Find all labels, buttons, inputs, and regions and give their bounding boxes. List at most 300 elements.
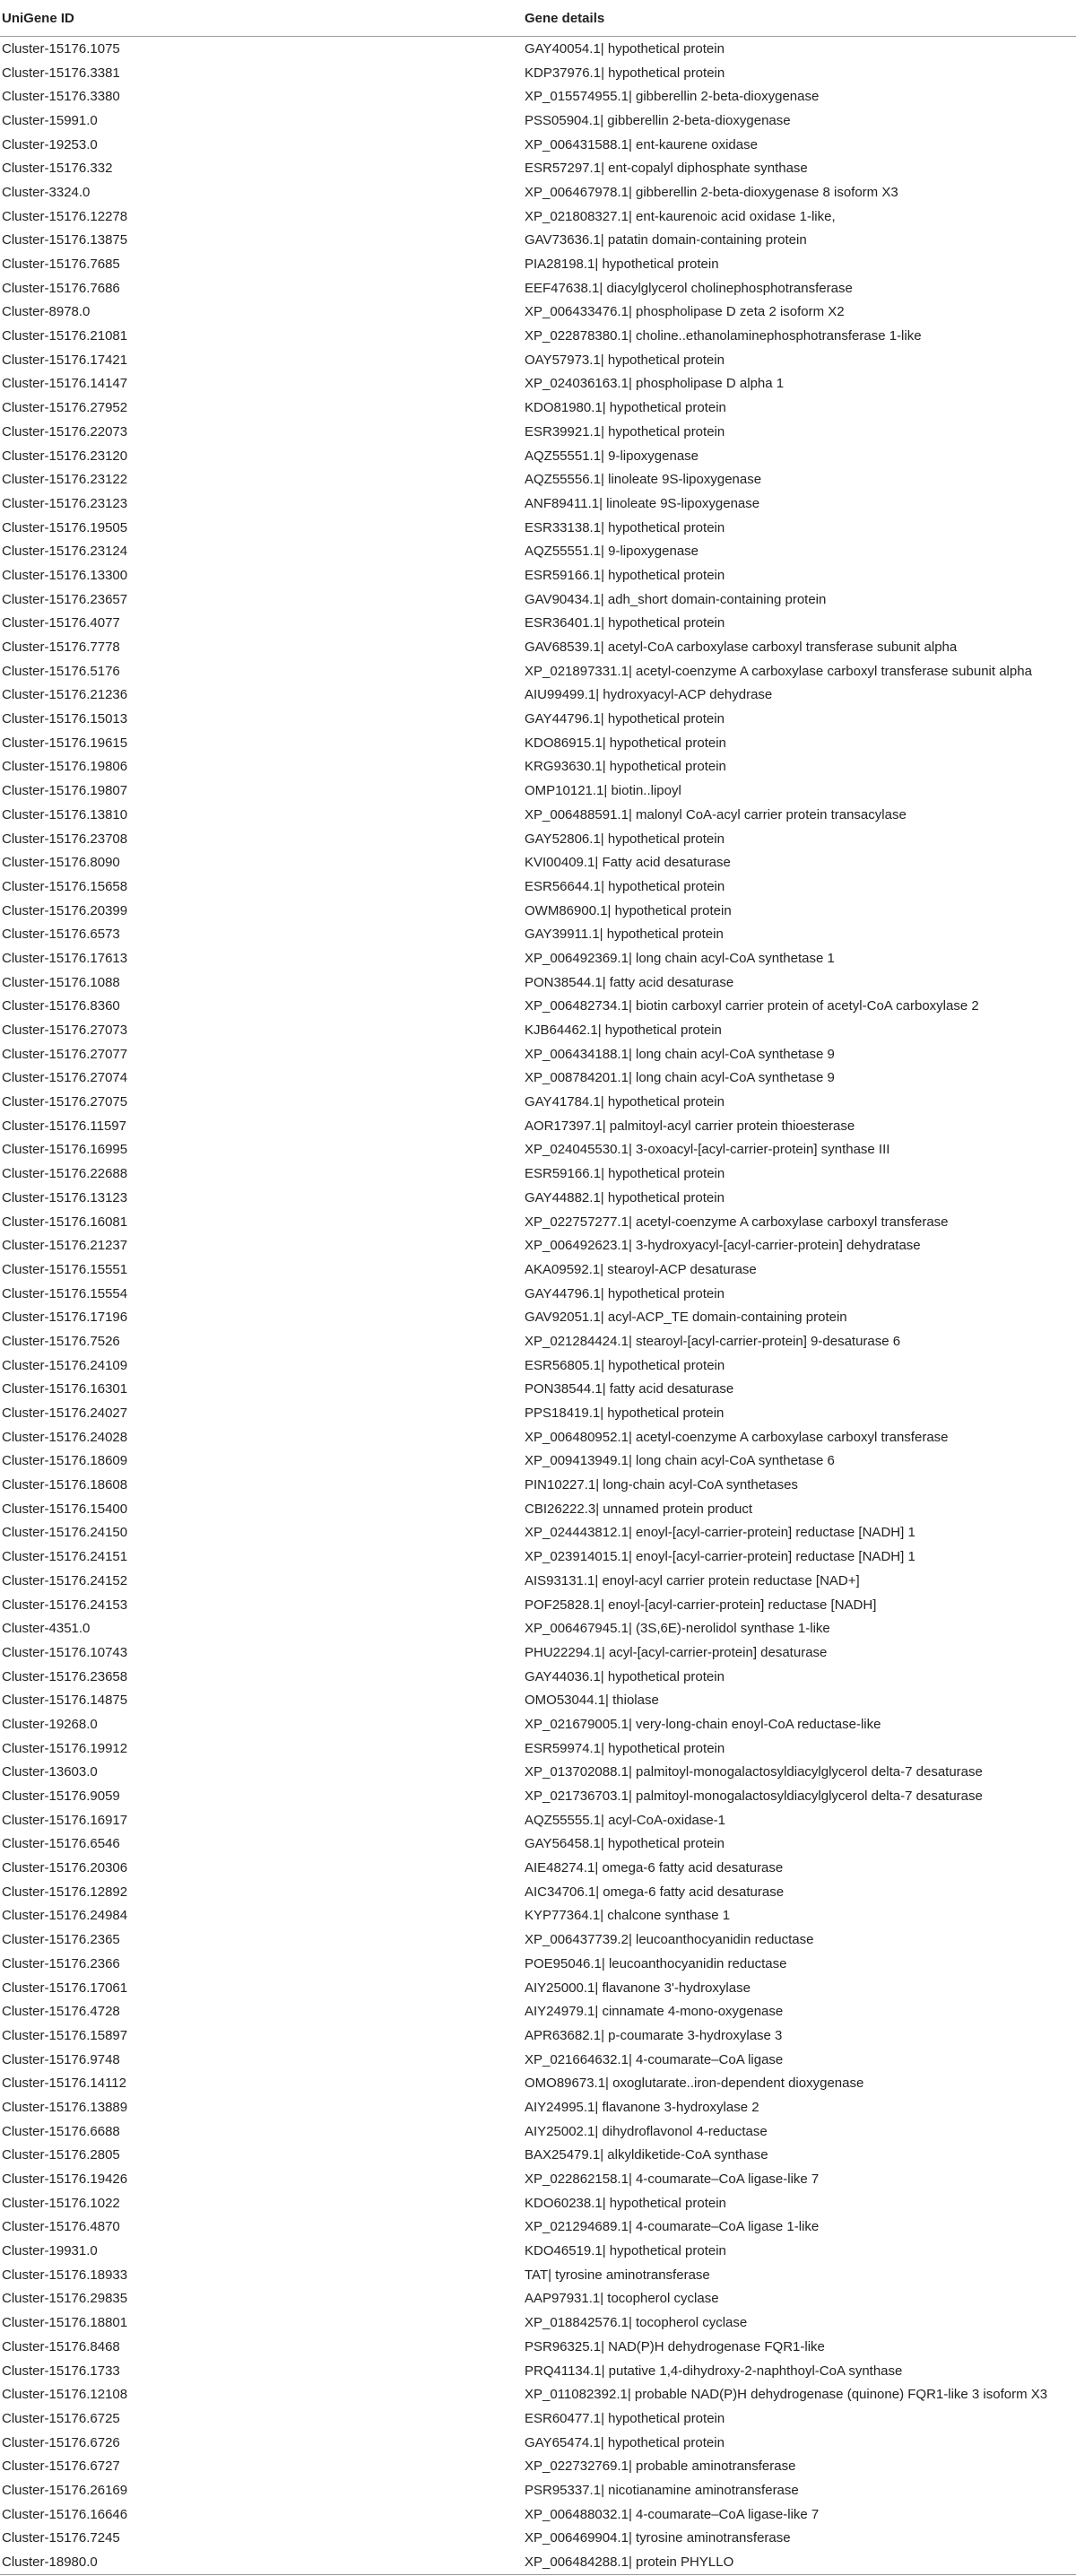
unigene-id-cell: Cluster-15176.23122 [2,472,128,488]
table-row [0,635,1076,659]
gene-details-cell: XP_024045530.1| 3-oxoacyl-[acyl-carrier-protein] synthase III [525,1142,890,1158]
unigene-id-cell: Cluster-15176.19807 [2,783,128,799]
gene-details-cell: XP_021664632.1| 4-coumarate–CoA ligase [525,2051,784,2067]
unigene-id-cell: Cluster-15176.7778 [2,640,120,656]
table-row [0,2527,1076,2551]
unigene-id-cell: Cluster-15176.7685 [2,257,120,273]
gene-details-cell: XP_021897331.1| acetyl-coenzyme A carboxylase carboxyl transferase subunit alpha [525,663,1032,679]
gene-details-cell: KDO86915.1| hypothetical protein [525,735,726,751]
gene-details-cell: XP_013702088.1| palmitoyl-monogalactosyldiacylglycerol delta-7 desaturase [525,1764,983,1780]
gene-details-cell: XP_022862158.1| 4-coumarate–CoA ligase-like 7 [525,2171,820,2188]
unigene-id-cell: Cluster-15176.22688 [2,1166,128,1182]
table-row [0,1090,1076,1114]
gene-details-cell: PON38544.1| fatty acid desaturase [525,1381,734,1397]
unigene-id-cell: Cluster-15176.13123 [2,1189,128,1205]
gene-details-cell: APR63682.1| p-coumarate 3-hydroxylase 3 [525,2027,783,2043]
table-row [0,2144,1076,2168]
table-row [0,1736,1076,1761]
unigene-id-cell: Cluster-15176.17196 [2,1310,128,1326]
table-row [0,37,1076,61]
unigene-id-cell: Cluster-15176.19912 [2,1740,128,1756]
table-row [0,1114,1076,1138]
unigene-id-cell: Cluster-15176.24028 [2,1429,128,1445]
unigene-id-cell: Cluster-15176.23657 [2,591,128,607]
unigene-id-cell: Cluster-19253.0 [2,136,98,152]
gene-details-cell: KJB64462.1| hypothetical protein [525,1023,722,1039]
unigene-id-cell: Cluster-15176.21236 [2,687,128,703]
table-row [0,1066,1076,1091]
gene-details-cell: ESR59166.1| hypothetical protein [525,567,725,583]
unigene-id-cell: Cluster-15176.2365 [2,1932,120,1948]
gene-details-cell: AIY25002.1| dihydroflavonol 4-reductase [525,2123,768,2139]
gene-details-cell: KDP37976.1| hypothetical protein [525,65,725,81]
unigene-id-cell: Cluster-3324.0 [2,184,91,200]
unigene-id-cell: Cluster-15176.1733 [2,2363,120,2379]
unigene-id-cell: Cluster-15176.15897 [2,2027,128,2043]
table-row [0,467,1076,492]
unigene-id-cell: Cluster-15176.13875 [2,232,128,248]
table-row [0,1569,1076,1593]
unigene-id-cell: Cluster-15176.24152 [2,1572,128,1588]
gene-details-cell: PIN10227.1| long-chain acyl-CoA synthetases [525,1477,798,1493]
unigene-id-cell: Cluster-15176.7686 [2,280,120,296]
table-row [0,1952,1076,1976]
unigene-id-cell: Cluster-15176.6725 [2,2410,120,2426]
gene-details-cell: ANF89411.1| linoleate 9S-lipoxygenase [525,495,760,511]
unigene-id-cell: Cluster-15176.24150 [2,1525,128,1541]
gene-details-cell: KDO60238.1| hypothetical protein [525,2195,726,2211]
gene-details-cell: AIY24995.1| flavanone 3-hydroxylase 2 [525,2099,759,2115]
unigene-id-cell: Cluster-15176.18608 [2,1477,128,1493]
gene-details-cell: XP_006434188.1| long chain acyl-CoA synthetase 9 [525,1046,835,1062]
table-row [0,1497,1076,1521]
table-row [0,1593,1076,1617]
table-row [0,850,1076,875]
table-row [0,1521,1076,1545]
gene-details-cell: GAY44036.1| hypothetical protein [525,1668,725,1684]
gene-details-cell: AKA09592.1| stearoyl-ACP desaturase [525,1261,757,1277]
gene-details-cell: GAY40054.1| hypothetical protein [525,40,725,57]
gene-details-cell: XP_006492369.1| long chain acyl-CoA synthetase 1 [525,950,835,966]
gene-details-cell: XP_021679005.1| very-long-chain enoyl-CoA reductase-like [525,1716,881,1732]
unigene-id-cell: Cluster-15176.12892 [2,1884,128,1900]
unigene-id-cell: Cluster-13603.0 [2,1764,98,1780]
gene-details-cell: XP_023914015.1| enoyl-[acyl-carrier-protein] reductase [NADH] 1 [525,1549,915,1565]
unigene-id-cell: Cluster-15176.23120 [2,448,128,464]
table-row [0,2119,1076,2144]
table-row [0,2359,1076,2383]
gene-details-cell: XP_021808327.1| ent-kaurenoic acid oxidase 1-like, [525,208,836,224]
gene-details-cell: PSR96325.1| NAD(P)H dehydrogenase FQR1-like [525,2338,825,2354]
gene-details-cell: PSS05904.1| gibberellin 2-beta-dioxygenase [525,112,791,128]
gene-details-cell: AOR17397.1| palmitoyl-acyl carrier protein thioesterase [525,1118,855,1134]
gene-details-cell: PPS18419.1| hypothetical protein [525,1405,725,1422]
gene-details-cell: PSR95337.1| nicotianamine aminotransferase [525,2482,799,2498]
unigene-id-cell: Cluster-15176.17613 [2,950,128,966]
unigene-id-cell: Cluster-15176.15551 [2,1261,128,1277]
unigene-id-cell: Cluster-15176.1022 [2,2195,120,2211]
table-row [0,396,1076,420]
table-row [0,276,1076,300]
table-row [0,899,1076,923]
unigene-id-cell: Cluster-15176.26169 [2,2482,128,2498]
table-row [0,1018,1076,1042]
unigene-id-cell: Cluster-15176.13300 [2,567,128,583]
table-row [0,2311,1076,2335]
table-row [0,539,1076,563]
table-row [0,612,1076,636]
unigene-id-cell: Cluster-15176.18801 [2,2315,128,2331]
gene-details-cell: XP_006480952.1| acetyl-coenzyme A carboxylase carboxyl transferase [525,1429,949,1445]
table-row [0,1042,1076,1066]
table-row [0,1401,1076,1425]
gene-details-cell: OWM86900.1| hypothetical protein [525,902,732,918]
table-row [0,2406,1076,2431]
gene-details-cell: GAV92051.1| acyl-ACP_TE domain-containing protein [525,1310,847,1326]
gene-details-cell: XP_006469904.1| tyrosine aminotransferase [525,2530,791,2546]
gene-details-cell: OMO53044.1| thiolase [525,1693,659,1709]
gene-details-cell: ESR57297.1| ent-copalyl diphosphate synthase [525,161,808,177]
table-row [0,970,1076,995]
table-row [0,2095,1076,2119]
table-row [0,492,1076,516]
gene-details-cell: AIU99499.1| hydroxyacyl-ACP dehydrase [525,687,773,703]
table-row [0,1473,1076,1497]
table-row [0,2431,1076,2455]
unigene-id-cell: Cluster-15176.7245 [2,2530,120,2546]
unigene-id-cell: Cluster-15176.2805 [2,2147,120,2163]
gene-details-cell: OMP10121.1| biotin..lipoyl [525,783,681,799]
gene-details-cell: GAY39911.1| hypothetical protein [525,927,724,943]
table-row [0,563,1076,587]
table-row [0,803,1076,827]
unigene-id-cell: Cluster-15176.18933 [2,2267,128,2283]
unigene-id-cell: Cluster-15176.16917 [2,1812,128,1828]
table-row [0,1186,1076,1210]
gene-details-cell: AIS93131.1| enoyl-acyl carrier protein reductase [NAD+] [525,1572,860,1588]
table-row [0,2454,1076,2478]
gene-details-cell: XP_006433476.1| phospholipase D zeta 2 isoform X2 [525,304,845,320]
table-row [0,1904,1076,1928]
gene-details-cell: PRQ41134.1| putative 1,4-dihydroxy-2-naphthoyl-CoA synthase [525,2363,903,2379]
gene-details-cell: ESR59974.1| hypothetical protein [525,1740,725,1756]
gene-details-cell: XP_021284424.1| stearoyl-[acyl-carrier-protein] 9-desaturase 6 [525,1333,901,1349]
unigene-id-cell: Cluster-15176.23658 [2,1668,128,1684]
gene-details-cell: ESR59166.1| hypothetical protein [525,1166,725,1182]
table-row [0,1138,1076,1162]
gene-details-cell: XP_006492623.1| 3-hydroxyacyl-[acyl-carrier-protein] dehydratase [525,1238,921,1254]
table-row [0,587,1076,612]
unigene-id-cell: Cluster-15176.7526 [2,1333,120,1349]
table-row [0,2478,1076,2502]
table-row [0,1210,1076,1234]
unigene-id-cell: Cluster-15176.24153 [2,1597,128,1613]
table-row [0,348,1076,372]
gene-details-cell: EEF47638.1| diacylglycerol cholinephosphotransferase [525,280,853,296]
unigene-id-cell: Cluster-15176.22073 [2,423,128,439]
unigene-id-cell: Cluster-19268.0 [2,1716,98,1732]
table-row [0,1880,1076,1904]
table-row [0,300,1076,325]
unigene-id-cell: Cluster-15176.16081 [2,1214,128,1230]
gene-details-cell: ESR36401.1| hypothetical protein [525,615,725,631]
gene-details-cell: AIY25000.1| flavanone 3'-hydroxylase [525,1980,751,1996]
unigene-id-cell: Cluster-15176.23708 [2,831,128,847]
unigene-id-cell: Cluster-15176.20306 [2,1860,128,1876]
table-row [0,229,1076,253]
unigene-id-cell: Cluster-15176.27952 [2,400,128,416]
unigene-id-cell: Cluster-15176.27073 [2,1023,128,1039]
gene-details-cell: PON38544.1| fatty acid desaturase [525,974,734,990]
table-row [0,1856,1076,1880]
unigene-id-cell: Cluster-15176.15400 [2,1501,128,1517]
unigene-id-cell: Cluster-15176.21237 [2,1238,128,1254]
unigene-id-cell: Cluster-15176.27075 [2,1094,128,1110]
table-header-row [0,0,1076,37]
table-row [0,1928,1076,1952]
table-row [0,1999,1076,2023]
unigene-id-cell: Cluster-15176.23124 [2,544,128,560]
gene-details-cell: XP_024036163.1| phospholipase D alpha 1 [525,376,785,392]
table-row [0,2048,1076,2072]
gene-details-cell: OAY57973.1| hypothetical protein [525,352,725,368]
table-row [0,1976,1076,2000]
unigene-id-cell: Cluster-15176.14875 [2,1693,128,1709]
table-row [0,1353,1076,1378]
unigene-id-cell: Cluster-15176.3381 [2,65,120,81]
unigene-id-cell: Cluster-15176.6573 [2,927,120,943]
unigene-id-cell: Cluster-15176.18609 [2,1453,128,1469]
unigene-id-cell: Cluster-15176.19806 [2,759,128,775]
gene-details-cell: BAX25479.1| alkyldiketide-CoA synthase [525,2147,768,2163]
gene-details-cell: AQZ55555.1| acyl-CoA-oxidase-1 [525,1812,726,1828]
unigene-id-cell: Cluster-15176.12108 [2,2387,128,2403]
table-row [0,1832,1076,1857]
gene-details-cell: XP_006484288.1| protein PHYLLO [523,2550,1076,2574]
table-row [0,1784,1076,1808]
gene-details-cell: KVI00409.1| Fatty acid desaturase [525,855,731,871]
unigene-id-cell: Cluster-15176.17421 [2,352,128,368]
unigene-id-cell: Cluster-15176.15013 [2,711,128,727]
table-row [0,1688,1076,1712]
gene-details-cell: GAY56458.1| hypothetical protein [525,1836,725,1852]
table-row [0,1449,1076,1474]
unigene-id-cell: Cluster-15176.4077 [2,615,120,631]
table-row [0,946,1076,970]
unigene-id-cell: Cluster-15176.16646 [2,2506,128,2522]
table-row [0,1545,1076,1569]
unigene-id-cell: Cluster-15176.13810 [2,806,128,822]
gene-details-cell: GAY52806.1| hypothetical protein [525,831,725,847]
table-row [0,1305,1076,1329]
table-row [0,2239,1076,2263]
table-row [0,2191,1076,2215]
unigene-id-cell: Cluster-15176.29835 [2,2291,128,2307]
table-row [0,995,1076,1019]
table-row [0,1162,1076,1186]
unigene-id-cell: Cluster-15176.21081 [2,328,128,344]
table-row [0,84,1076,109]
gene-details-cell: GAV73636.1| patatin domain-containing protein [525,232,807,248]
unigene-id-cell: Cluster-15176.19426 [2,2171,128,2188]
table-row [0,922,1076,946]
table-row [0,1640,1076,1665]
table-row [0,324,1076,348]
table-row [0,109,1076,133]
table-row [0,1665,1076,1689]
gene-details-cell: XP_006467978.1| gibberellin 2-beta-dioxygenase 8 isoform X3 [525,184,898,200]
unigene-id-cell: Cluster-15991.0 [2,112,98,128]
gene-details-cell: GAY44796.1| hypothetical protein [525,1285,725,1301]
table-row [0,1808,1076,1832]
gene-details-cell: AIC34706.1| omega-6 fatty acid desaturase [525,1884,785,1900]
unigene-id-cell: Cluster-15176.14112 [2,2076,126,2092]
unigene-id-cell: Cluster-15176.27074 [2,1070,128,1086]
gene-details-cell: XP_006431588.1| ent-kaurene oxidase [525,136,758,152]
unigene-id-cell: Cluster-15176.23123 [2,495,128,511]
unigene-id-cell: Cluster-15176.6546 [2,1836,120,1852]
table-row [0,2215,1076,2240]
table-row [0,2550,1076,2574]
gene-details-cell: ESR56644.1| hypothetical protein [525,878,725,894]
unigene-id-cell: Cluster-15176.19505 [2,519,128,535]
unigene-id-cell: Cluster-15176.1075 [2,40,120,57]
unigene-id-cell: Cluster-15176.24027 [2,1405,128,1422]
gene-details-cell: ESR56805.1| hypothetical protein [525,1357,725,1373]
gene-details-cell: ESR60477.1| hypothetical protein [525,2410,725,2426]
table-row [0,2502,1076,2527]
unigene-id-cell: Cluster-18980.0 [0,2550,523,2574]
table-row [0,683,1076,708]
gene-details-header: Gene details [523,0,1076,37]
gene-details-cell: XP_011082392.1| probable NAD(P)H dehydrogenase (quinone) FQR1-like 3 isoform X3 [525,2387,1048,2403]
gene-details-cell: PHU22294.1| acyl-[acyl-carrier-protein] desaturase [525,1644,828,1660]
unigene-id-cell: Cluster-15176.332 [2,161,113,177]
table-row [0,659,1076,683]
gene-details-cell: XP_006488032.1| 4-coumarate–CoA ligase-like 7 [525,2506,820,2522]
table-row [0,1425,1076,1449]
unigene-id-cell: Cluster-15176.24151 [2,1549,128,1565]
gene-details-cell: ESR33138.1| hypothetical protein [525,519,725,535]
gene-details-cell: AQZ55551.1| 9-lipoxygenase [525,448,699,464]
unigene-id-cell: Cluster-15176.14147 [2,376,128,392]
gene-details-cell: XP_008784201.1| long chain acyl-CoA synthetase 9 [525,1070,835,1086]
gene-details-cell: TAT| tyrosine aminotransferase [525,2267,710,2283]
gene-details-cell: XP_018842576.1| tocopherol cyclase [525,2315,748,2331]
unigene-id-cell: Cluster-15176.10743 [2,1644,128,1660]
table-body [0,37,1076,2575]
unigene-id-cell: Cluster-4351.0 [2,1621,91,1637]
gene-details-cell: XP_015574955.1| gibberellin 2-beta-dioxygenase [525,89,820,105]
unigene-id-cell: Cluster-15176.6688 [2,2123,120,2139]
gene-details-cell: XP_024443812.1| enoyl-[acyl-carrier-protein] reductase [NADH] 1 [525,1525,915,1541]
table-row [0,2382,1076,2406]
unigene-id-cell: Cluster-15176.15658 [2,878,128,894]
gene-details-cell: AQZ55551.1| 9-lipoxygenase [525,544,699,560]
unigene-id-cell: Cluster-15176.5176 [2,663,120,679]
unigene-id-cell: Cluster-15176.11597 [2,1118,126,1134]
table-row [0,2263,1076,2287]
unigene-id-cell: Cluster-15176.19615 [2,735,128,751]
gene-details-cell: KDO81980.1| hypothetical protein [525,400,726,416]
gene-details-cell: ESR39921.1| hypothetical protein [525,423,725,439]
unigene-id-cell: Cluster-15176.8360 [2,998,120,1014]
unigene-id-cell: Cluster-15176.3380 [2,89,120,105]
unigene-id-cell: Cluster-15176.9059 [2,1788,120,1805]
table-row [0,1233,1076,1258]
unigene-id-cell: Cluster-15176.16301 [2,1381,128,1397]
unigene-id-cell: Cluster-15176.4870 [2,2219,120,2235]
table-row [0,2335,1076,2359]
table-row [0,1258,1076,1282]
unigene-id-cell: Cluster-15176.4728 [2,2004,120,2020]
table-row [0,2287,1076,2311]
table-row [0,779,1076,803]
table-row [0,1378,1076,1402]
table-row [0,1282,1076,1306]
gene-details-cell: GAY44796.1| hypothetical protein [525,711,725,727]
table-row [0,1712,1076,1736]
table-row [0,875,1076,899]
gene-details-cell: GAY41784.1| hypothetical protein [525,1094,725,1110]
table-row [0,1761,1076,1785]
unigene-id-cell: Cluster-15176.16995 [2,1142,128,1158]
gene-details-cell: PIA28198.1| hypothetical protein [525,257,719,273]
table-row [0,180,1076,205]
table-row [0,2023,1076,2048]
unigene-id-cell: Cluster-15176.12278 [2,208,128,224]
gene-details-cell: XP_022878380.1| choline..ethanolaminephosphotransferase 1-like [525,328,922,344]
unigene-id-cell: Cluster-15176.8090 [2,855,120,871]
unigene-id-cell: Cluster-15176.6726 [2,2434,120,2450]
gene-details-cell: KDO46519.1| hypothetical protein [525,2243,726,2259]
table-row [0,827,1076,851]
gene-details-cell: XP_006437739.2| leucoanthocyanidin reductase [525,1932,814,1948]
unigene-id-cell: Cluster-15176.13889 [2,2099,128,2115]
table-row [0,516,1076,540]
unigene-id-cell: Cluster-15176.20399 [2,902,128,918]
gene-details-cell: GAY65474.1| hypothetical protein [525,2434,725,2450]
gene-details-cell: KYP77364.1| chalcone synthase 1 [525,1908,731,1924]
gene-details-cell: GAV90434.1| adh_short domain-containing protein [525,591,827,607]
gene-details-cell: AAP97931.1| tocopherol cyclase [525,2291,719,2307]
gene-details-cell: XP_009413949.1| long chain acyl-CoA synthetase 6 [525,1453,835,1469]
table-row [0,372,1076,396]
gene-details-cell: AIY24979.1| cinnamate 4-mono-oxygenase [525,2004,784,2020]
unigene-id-cell: Cluster-15176.17061 [2,1980,128,1996]
unigene-id-cell: Cluster-15176.8468 [2,2338,120,2354]
unigene-id-cell: Cluster-15176.24109 [2,1357,128,1373]
gene-details-cell: XP_006488591.1| malonyl CoA-acyl carrier protein transacylase [525,806,907,822]
unigene-id-cell: Cluster-15176.27077 [2,1046,128,1062]
table-row [0,252,1076,276]
unigene-id-cell: Cluster-8978.0 [2,304,91,320]
table-row [0,2071,1076,2095]
gene-details-cell: OMO89673.1| oxoglutarate..iron-dependent dioxygenase [525,2076,864,2092]
table-row [0,1616,1076,1640]
unigene-id-cell: Cluster-15176.9748 [2,2051,120,2067]
gene-details-cell: XP_006482734.1| biotin carboxyl carrier protein of acetyl-CoA carboxylase 2 [525,998,979,1014]
table-row [0,156,1076,180]
gene-details-cell: POE95046.1| leucoanthocyanidin reductase [525,1955,787,1971]
table-row [0,133,1076,157]
table-row [0,755,1076,779]
table-row [0,707,1076,731]
table-row [0,205,1076,229]
gene-details-cell: AIE48274.1| omega-6 fatty acid desaturase [525,1860,784,1876]
gene-details-cell: XP_022757277.1| acetyl-coenzyme A carboxylase carboxyl transferase [525,1214,949,1230]
unigene-id-cell: Cluster-19931.0 [2,2243,98,2259]
